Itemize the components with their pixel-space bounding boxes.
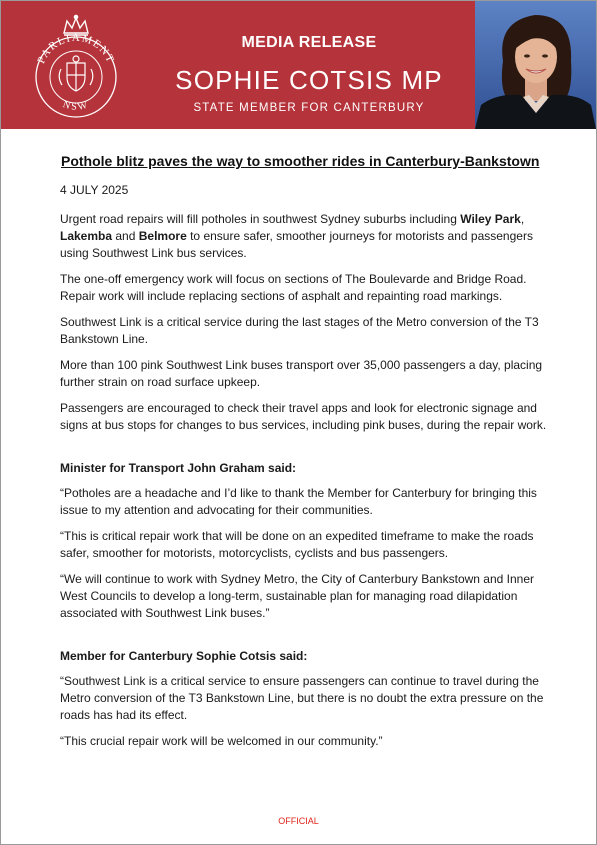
parliament-crest-logo	[31, 13, 121, 118]
minister-quote: “This is critical repair work that will be done on an expedited timeframe to make the roads safer, smoother for motorists, motorcyclists, cyclists and bus passengers.	[60, 529, 534, 560]
suburb-belmore: Belmore	[138, 229, 187, 243]
body-paragraph: The one-off emergency work will focus on sections of The Boulevarde and Bridge Road. Repair work will include replacing sections of asphalt and repainting road markings.	[60, 272, 527, 303]
svg-text:NSW: NSW	[61, 99, 91, 114]
mp-name: SOPHIE COTSIS MP	[175, 65, 443, 95]
mp-portrait-photo	[475, 1, 596, 129]
mp-role: STATE MEMBER FOR CANTERBURY	[193, 102, 425, 114]
suburb-lakemba: Lakemba	[60, 229, 113, 243]
release-body	[60, 153, 550, 759]
body-paragraph: Southwest Link is a critical service during the last stages of the Metro conversion of the T3 Bankstown Line.	[60, 315, 539, 346]
svg-text:PARLIAMENT: PARLIAMENT	[35, 31, 117, 66]
minister-heading: Minister for Transport John Graham said:	[60, 461, 297, 475]
intro-text-sep1: ,	[520, 212, 525, 226]
member-quote: “This crucial repair work will be welcomed in our community.”	[60, 734, 383, 748]
release-date: 4 JULY 2025	[60, 183, 129, 197]
member-quote: “Southwest Link is a critical service to ensure passengers can continue to travel during the Metro conversion of the T3 Bankstown Line, but there is no doubt the extra pressure on the roads has had its effect.	[60, 674, 544, 722]
media-release-label: MEDIA RELEASE	[241, 34, 377, 51]
classification-label: OFFICIAL	[278, 816, 319, 826]
intro-text-pre: Urgent road repairs will fill potholes in southwest Sydney suburbs including	[60, 212, 461, 226]
body-paragraph: More than 100 pink Southwest Link buses transport over 35,000 passengers a day, placing further strain on road surface upkeep.	[60, 358, 543, 389]
header-banner	[1, 1, 596, 129]
member-heading: Member for Canterbury Sophie Cotsis said:	[60, 649, 308, 663]
minister-quote: “We will continue to work with Sydney Metro, the City of Canterbury Bankstown and Inner West Councils to develop a long-term, sustainable plan for managing road dilapidation associated with Southwest Link buses.”	[60, 572, 534, 620]
minister-quote: “Potholes are a headache and I’d like to thank the Member for Canterbury for bringing this issue to my attention and advocating for their communities.	[60, 486, 537, 517]
suburb-wiley-park: Wiley Park	[460, 212, 521, 226]
body-paragraph: Passengers are encouraged to check their travel apps and look for electronic signage and signs at bus stops for changes to bus services, including pink buses, during the repair work.	[60, 401, 547, 432]
intro-text-post: to ensure safer, smoother journeys for motorists and passengers using Southwest Link bus services.	[60, 229, 533, 260]
release-headline: Pothole blitz paves the way to smoother rides in Canterbury-Bankstown	[61, 153, 540, 169]
intro-paragraph	[60, 211, 550, 262]
intro-text-sep2: and	[112, 229, 139, 243]
